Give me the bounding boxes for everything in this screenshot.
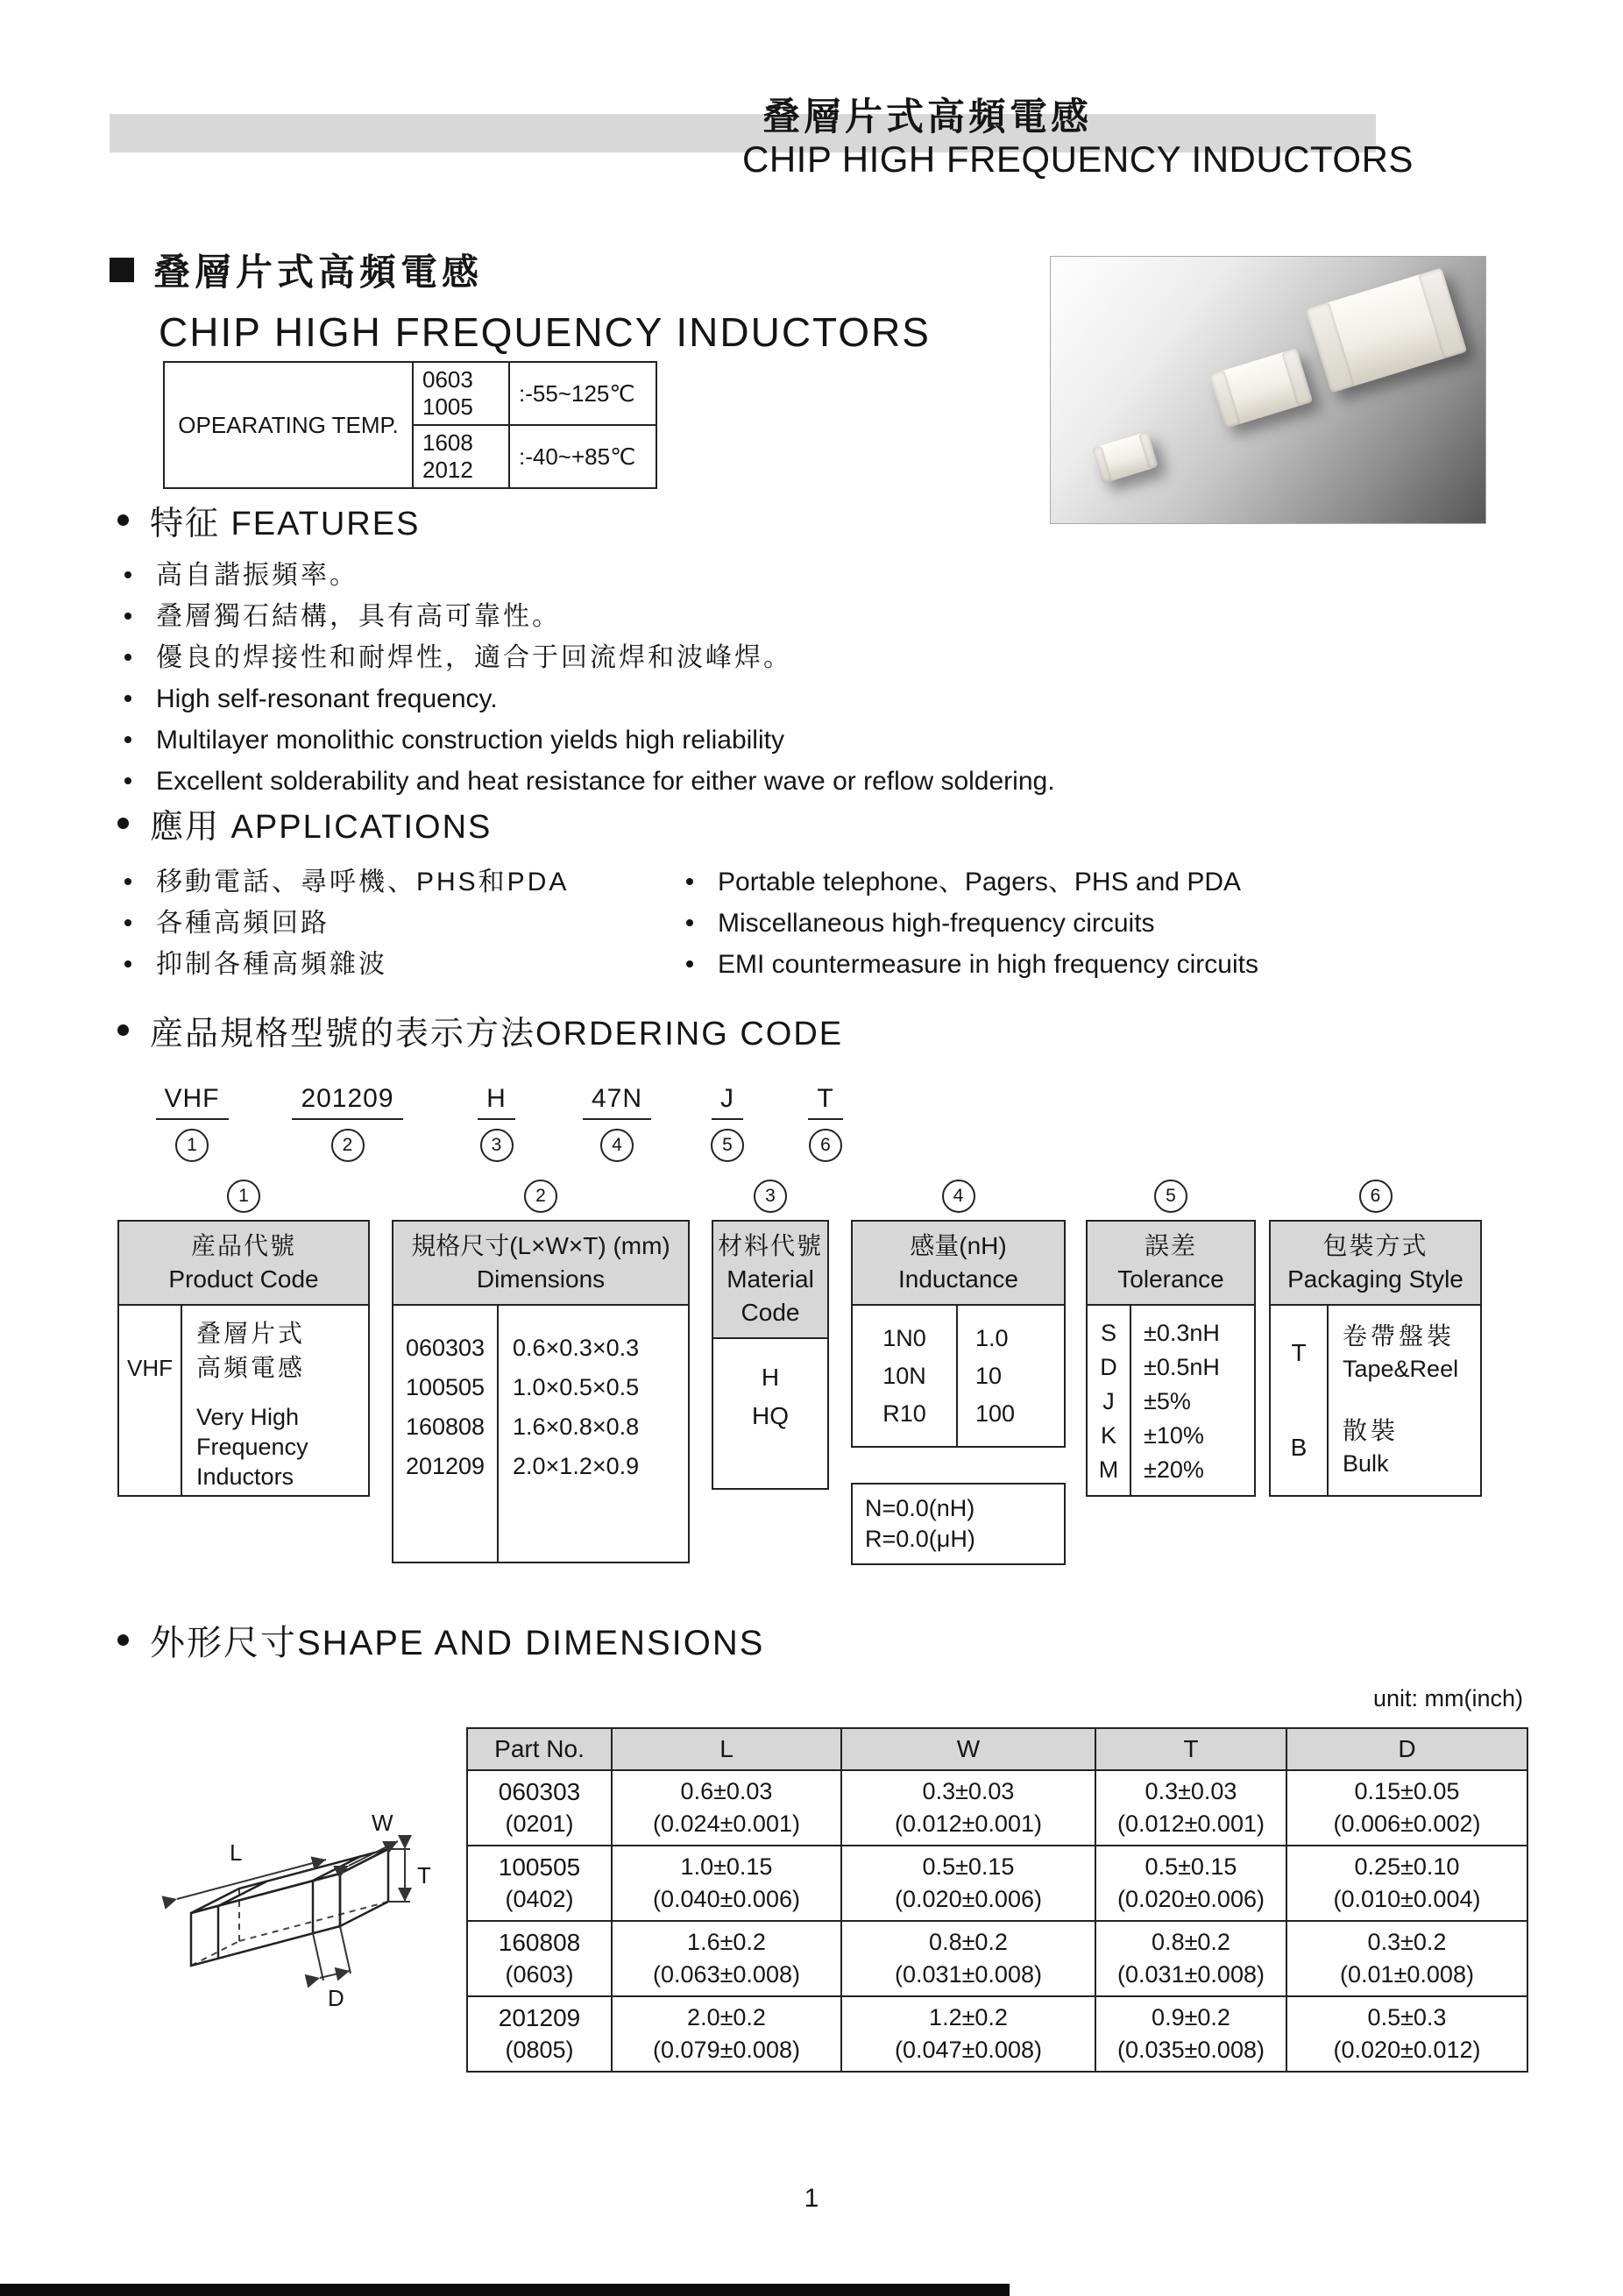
dimension-drawing [138,1755,454,2018]
chip-end-cap [1306,302,1355,393]
application-item: 抑制各種高頻雜波 [117,944,679,985]
box-header: 感量(nH) Inductance [853,1222,1064,1306]
circled-number-icon: 4 [600,1129,634,1162]
code-segment [556,1084,678,1162]
product-code-value: VHF [119,1306,182,1495]
circled-number-icon: 6 [1359,1180,1393,1213]
chip-inductor-small [1092,431,1158,483]
col-header-d: D [1286,1728,1527,1770]
value-cell: 0.5±0.3 (0.020±0.012) [1286,1996,1527,2072]
applications-heading [117,799,1485,847]
dimension-label-T: T [417,1862,431,1889]
applications-heading-text: 應用 APPLICATIONS [150,809,493,846]
bullet-icon [124,960,131,967]
packaging-row: T 卷帶盤裝 Tape&Reel [1271,1306,1480,1400]
bullet-icon [124,654,131,661]
intro-title-cn: 叠層片式高頻電感 [153,252,484,293]
table-row [467,1996,1527,2072]
circled-number-icon: 4 [942,1180,975,1213]
chip-inductor-large [1306,268,1467,393]
box-body: H HQ [752,1364,789,1429]
feature-item: Excellent solderability and heat resistance for either wave or reflow soldering. [117,761,1169,802]
value-cell: 0.25±0.10 (0.010±0.004) [1286,1846,1527,1921]
bullet-icon [686,960,693,967]
temp-range: :-40~+85℃ [509,425,656,488]
temp-codes [413,425,509,488]
bullet-icon [686,919,693,926]
bullet-icon [117,1634,129,1646]
chip-inductor-medium [1209,348,1313,429]
product-photo [1050,256,1486,524]
features-section [117,496,1169,802]
value-cell: 0.15±0.05 (0.006±0.002) [1286,1770,1527,1846]
intro-title-en: CHIP HIGH FREQUENCY INDUCTORS [159,309,931,355]
ordering-code-example [126,1084,1537,1162]
circled-number-icon: 3 [480,1129,514,1162]
dimension-label-L: L [230,1839,243,1866]
box-body: S D J K M ±0.3nH ±0.5nH ±5% ±10% ±20% [1088,1306,1254,1495]
applications-column-cn [117,861,679,985]
ordering-heading-text: 産品規格型號的表示方法ORDERING CODE [150,1016,844,1052]
page-header [110,88,1529,202]
value-cell: 1.2±0.2 (0.047±0.008) [841,1996,1095,2072]
value-cell: 0.5±0.15 (0.020±0.006) [1095,1846,1286,1921]
code-token: T [808,1084,842,1120]
packaging-row: B 散裝 Bulk [1271,1400,1480,1495]
temp-code: 0603 [422,366,473,393]
header-title-en: CHIP HIGH FREQUENCY INDUCTORS [742,138,1414,180]
unit-note: unit: mm(inch) [1372,1685,1523,1711]
circled-number-icon: 1 [175,1129,209,1162]
application-item: Portable telephone、Pagers、PHS and PDA [679,861,1485,903]
bullet-icon [124,777,131,784]
code-segment [258,1084,437,1162]
application-item: EMI countermeasure in high frequency circuits [679,944,1485,985]
col-header-w: W [841,1728,1095,1770]
square-bullet-icon [110,258,134,282]
chip-end-cap [1138,431,1159,469]
table-row [467,1770,1527,1846]
operating-temp-table [163,361,657,489]
value-cell: 0.9±0.2 (0.035±0.008) [1095,1996,1286,2072]
code-token: J [712,1084,743,1120]
feature-item: High self-resonant frequency. [117,678,1169,719]
bullet-icon [124,919,131,926]
temp-code: 1608 [422,429,473,456]
page-number: 1 [804,2184,819,2213]
features-heading-text: 特征 FEATURES [150,506,421,542]
table-header-row [467,1728,1527,1770]
temp-code: 2012 [422,457,473,483]
bullet-icon [117,818,129,829]
value-cell: 0.3±0.03 (0.012±0.001) [1095,1770,1286,1846]
chip-end-cap [1281,348,1313,406]
col-header-l: L [612,1728,841,1770]
value-cell: 0.3±0.2 (0.01±0.008) [1286,1921,1527,1996]
legend-box-inductance [851,1171,1066,1565]
value-cell: 0.6±0.03 (0.024±0.001) [612,1770,841,1846]
bullet-icon [124,878,131,885]
col-header-part: Part No. [467,1728,612,1770]
code-segment [776,1084,875,1162]
applications-column-en [679,861,1485,985]
header-title-cn: 叠層片式高頻電感 [762,96,1092,138]
temp-label: OPEARATING TEMP. [164,362,413,488]
value-cell: 0.8±0.2 (0.031±0.008) [841,1921,1095,1996]
circled-number-icon: 1 [227,1180,260,1213]
circled-number-icon: 3 [754,1180,787,1213]
part-cell: 060303 (0201) [467,1770,612,1846]
chip-end-cap [1209,370,1241,428]
inductance-note-box: N=0.0(nH) R=0.0(μH) [851,1483,1066,1565]
circled-number-icon: 2 [524,1180,557,1213]
chip-end-cap [1419,268,1468,359]
box-header: 材料代號 Material Code [713,1222,827,1339]
table-row [467,1846,1527,1921]
legend-box-packaging [1269,1171,1482,1497]
bullet-icon [117,514,129,526]
table-row [164,362,656,425]
shape-heading [117,1615,1528,1665]
box-header: 規格尺寸(L×W×T) (mm) Dimensions [393,1222,688,1306]
part-cell: 100505 (0402) [467,1846,612,1921]
value-cell: 0.8±0.2 (0.031±0.008) [1095,1921,1286,1996]
legend-box-product [117,1171,370,1497]
box-header: 包裝方式 Packaging Style [1271,1222,1480,1306]
box-header: 産品代號 Product Code [119,1222,368,1306]
circled-number-icon: 6 [809,1129,842,1162]
box-body: 1N0 10N R10 1.0 10 100 [853,1306,1064,1446]
feature-item: 叠層獨石結構，具有高可靠性。 [117,596,1169,637]
features-heading [117,496,1169,544]
code-segment [437,1084,556,1162]
circled-number-icon: 2 [331,1129,365,1162]
temp-code: 1005 [422,393,473,420]
bullet-icon [124,613,131,620]
value-cell: 1.6±0.2 (0.063±0.008) [612,1921,841,1996]
shape-dimensions-section [117,1615,1528,2063]
box-header: 誤差 Tolerance [1088,1222,1254,1306]
application-item: 各種高頻回路 [117,903,679,944]
application-item: 移動電話、尋呼機、PHS和PDA [117,861,679,903]
page-edge-bar [0,2284,1010,2296]
bullet-icon [686,878,693,885]
intro-section [110,244,931,356]
dimension-label-D: D [328,1985,344,2011]
col-header-t: T [1095,1728,1286,1770]
code-token: H [478,1084,515,1120]
code-segment [678,1084,776,1162]
box-body: VHF 叠層片式 高頻電感 Very High Frequency Inductors [119,1306,368,1495]
shape-heading-text: 外形尺寸SHAPE AND DIMENSIONS [150,1624,765,1662]
box-body [1271,1306,1480,1495]
bullet-icon [124,736,131,743]
code-token: VHF [156,1084,229,1120]
legend-box-dimensions [392,1171,690,1563]
bullet-icon [117,1024,129,1036]
code-token: 201209 [292,1084,402,1120]
feature-item: 優良的焊接性和耐焊性，適合于回流焊和波峰焊。 [117,637,1169,678]
table-row [467,1921,1527,1996]
legend-box-tolerance [1086,1171,1256,1497]
value-cell: 0.5±0.15 (0.020±0.006) [841,1846,1095,1921]
applications-section [117,799,1485,985]
part-cell: 160808 (0603) [467,1921,612,1996]
bullet-icon [124,695,131,702]
chip-end-cap [1092,445,1112,483]
legend-box-material [712,1171,829,1490]
code-token: 47N [583,1084,651,1120]
circled-number-icon: 5 [711,1129,744,1162]
application-item: Miscellaneous high-frequency circuits [679,903,1485,944]
value-cell: 0.3±0.03 (0.012±0.001) [841,1770,1095,1846]
ordering-code-section [117,1006,1537,1565]
dimension-label-W: W [372,1810,393,1836]
temp-codes [413,362,509,425]
ordering-heading [117,1006,1537,1054]
bullet-icon [124,571,131,578]
value-cell: 2.0±0.2 (0.079±0.008) [612,1996,841,2072]
feature-item: 高自諧振頻率。 [117,555,1169,596]
value-cell: 1.0±0.15 (0.040±0.006) [612,1846,841,1921]
dimensions-table [466,1727,1528,2073]
part-cell: 201209 (0805) [467,1996,612,2072]
code-segment [126,1084,258,1162]
temp-range: :-55~125℃ [509,362,656,425]
feature-item: Multilayer monolithic construction yields high reliability [117,719,1169,761]
box-body: 060303 100505 160808 201209 0.6×0.3×0.3 1.0×0.5×0.5 1.6×0.8×0.8 2.0×1.2×0.9 [393,1306,688,1562]
circled-number-icon: 5 [1154,1180,1187,1213]
ordering-legend-boxes [117,1171,1537,1565]
